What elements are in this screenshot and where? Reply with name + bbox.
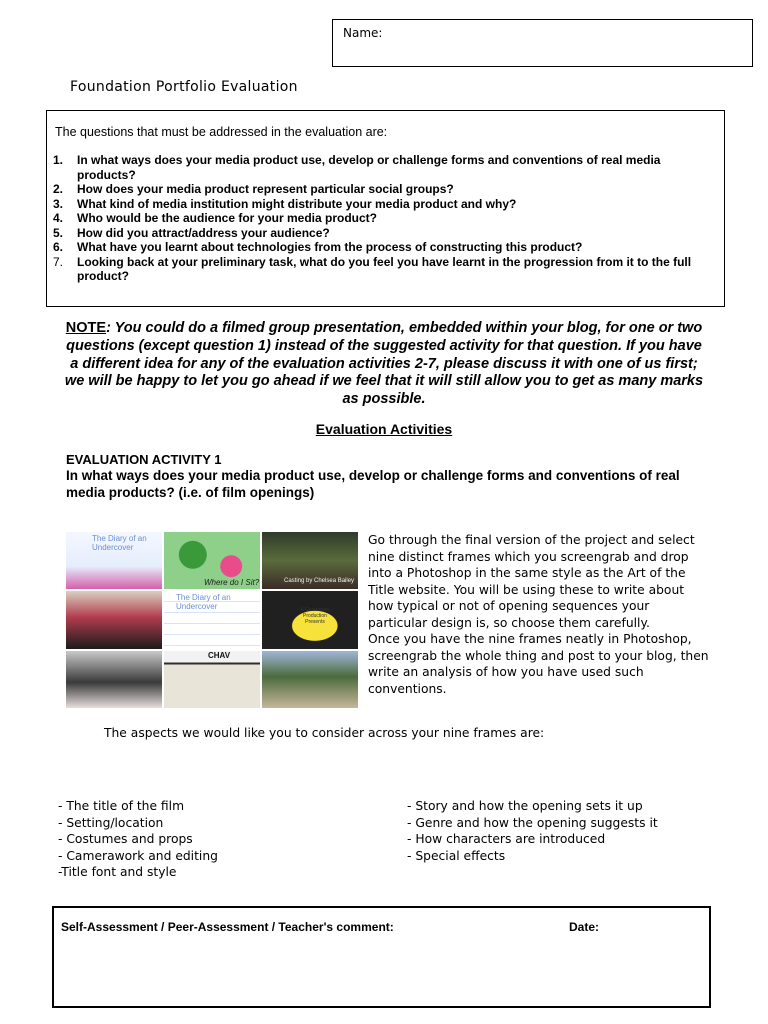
frame-caption: The Diary of an Undercover [176, 593, 231, 612]
frame-thumbnail [66, 651, 162, 708]
frame-thumbnail [262, 651, 358, 708]
question-item [53, 197, 717, 212]
questions-list [53, 153, 717, 284]
aspect-item: - Genre and how the opening suggests it [407, 815, 658, 830]
question-text: How does your media product represent particular social groups? [77, 182, 454, 196]
frame-thumbnail [262, 532, 358, 589]
frame-caption: CHAV [208, 650, 231, 660]
aspect-item: - Story and how the opening sets it up [407, 799, 643, 813]
question-number: 1. [53, 153, 64, 167]
question-text: What have you learnt about technologies from the process of constructing this product? [77, 240, 583, 254]
frame-thumbnail [66, 591, 162, 648]
frame-caption: Casting by Chelsea Bailey [284, 578, 355, 584]
aspect-item: - Costumes and props [58, 832, 193, 846]
question-item [53, 240, 717, 255]
instructions-paragraph: Go through the final version of the project and select nine distinct frames which you screengrab and drop into a Photoshop in the same style as the Art of the Title website. You will be using these to write about how typical or not of opening sequences your particular design is, so choose them carefully. [368, 533, 695, 630]
question-text: In what ways does your media product use, develop or challenge forms and conventions of real media products? [77, 153, 661, 182]
aspect-item: - How characters are introduced [407, 832, 606, 846]
questions-intro: The questions that must be addressed in the evaluation are: [55, 125, 388, 139]
aspect-item: -Title font and style [58, 865, 177, 879]
activity-title: EVALUATION ACTIVITY 1 [66, 452, 222, 467]
frame-caption: The Diary of an Undercover [92, 534, 147, 552]
document-title: Foundation Portfolio Evaluation [70, 79, 298, 95]
question-number: 4. [53, 211, 64, 225]
aspect-item: - The title of the film [58, 799, 185, 813]
activity-question: In what ways does your media product use, develop or challenge forms and conventions of real media products? (i.e. of film openings) [66, 468, 680, 500]
frame-thumbnail [262, 591, 358, 648]
aspects-list-right [407, 798, 658, 864]
frame-thumbnail [164, 532, 260, 589]
frame-caption: Where do I Sit? [204, 578, 260, 587]
note-paragraph [64, 320, 704, 409]
question-text: Looking back at your preliminary task, what do you feel you have learnt in the progression from it to the full product? [77, 254, 692, 283]
name-field[interactable] [332, 19, 753, 67]
date-label: Date: [569, 920, 600, 934]
question-number: 7. [53, 254, 64, 269]
section-heading: Evaluation Activities [315, 421, 453, 437]
question-item [53, 226, 717, 241]
question-number: 5. [53, 225, 64, 240]
aspect-item: - Special effects [407, 848, 506, 863]
question-text: What kind of media institution might distribute your media product and why? [77, 196, 517, 211]
frame-thumbnail [164, 651, 260, 708]
note-text: : You could do a filmed group presentation, embedded within your blog, for one or two questions (except question 1) instead of the suggested activity for that question. If you have a different idea for any of the evaluation activities 2-7, please discuss it with one of us first; we will be happy to let you go ahead if we feel that it will still allow you to get as many marks as possible. [64, 320, 704, 408]
question-item [53, 182, 717, 197]
frame-thumbnail [164, 591, 260, 648]
aspects-intro: The aspects we would like you to consider across your nine frames are: [104, 726, 545, 740]
activity-instructions [368, 532, 710, 697]
question-item [53, 153, 717, 182]
note-label: NOTE [65, 320, 107, 336]
instructions-paragraph: Once you have the nine frames neatly in Photoshop, screengrab the whole thing and post to your blog, then write an analysis of how you have used such conventions. [368, 632, 709, 696]
question-text: How did you attract/address your audience? [77, 225, 330, 240]
frame-caption: A Gearheads Production Presents [300, 607, 330, 626]
aspect-item: - Camerawork and editing [58, 848, 218, 863]
frames-collage-image [66, 532, 358, 708]
questions-box [46, 110, 725, 307]
name-label: Name: [343, 26, 383, 40]
aspect-item: - Setting/location [58, 815, 164, 830]
assessment-label: Self-Assessment / Peer-Assessment / Teacher's comment: [61, 920, 394, 934]
assessment-comment-box[interactable] [52, 906, 711, 1008]
question-number: 2. [53, 182, 64, 196]
question-number: 6. [53, 240, 64, 254]
question-text: Who would be the audience for your media product? [77, 211, 378, 225]
question-item [53, 211, 717, 226]
question-item [53, 255, 717, 284]
aspects-list-left [58, 798, 218, 881]
frame-thumbnail [66, 532, 162, 589]
question-number: 3. [53, 196, 64, 211]
